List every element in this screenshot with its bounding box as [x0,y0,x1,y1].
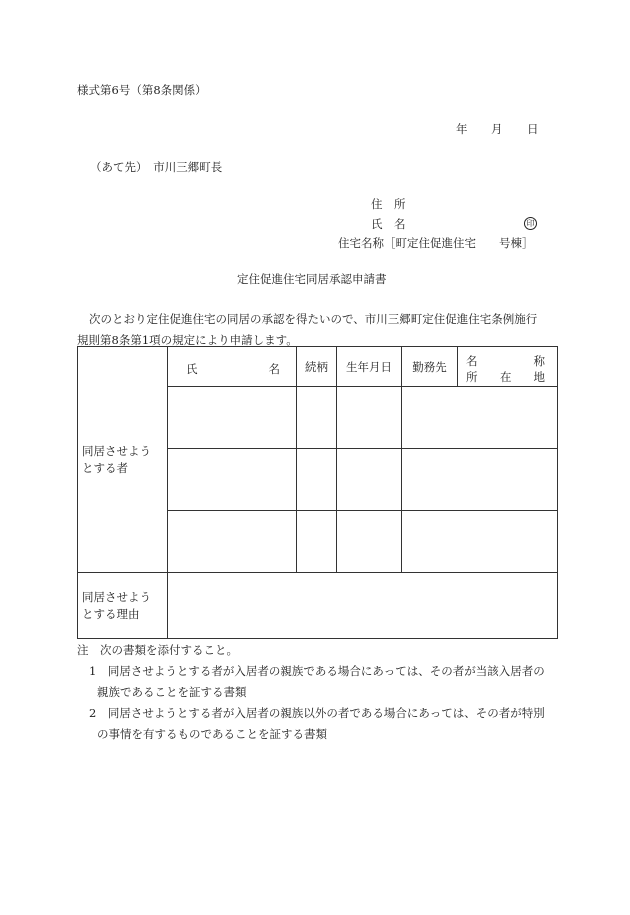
header-name [168,347,297,387]
body-line-1: 次のとおり定住促進住宅の同居の承認を得たいので、市川三郷町定住促進住宅条例施行 [89,312,538,326]
cell-name-2[interactable] [168,449,297,511]
note-item-1-line-1: 1 同居させようとする者が入居者の親族である場合にあっては、その者が当該入居者の [89,664,545,678]
cell-birthdate-1[interactable] [337,387,402,449]
row-label-reason-line-2: とする理由 [82,606,140,621]
header-place-char-4: 在 [500,370,512,384]
note-item-2-line-2: の事情を有するものであることを証する書類 [97,727,327,741]
header-relation: 続柄 [297,347,337,387]
cell-birthdate-3[interactable] [337,511,402,573]
cell-birthdate-2[interactable] [337,449,402,511]
cell-workplace-3[interactable] [402,511,558,573]
date-year-label: 年 [456,122,468,136]
header-workplace: 勤務先 [402,347,458,387]
note-item-1-line-2: 親族であることを証する書類 [97,685,247,699]
note-item-2-line-1: 2 同居させようとする者が入居者の親族以外の者である場合にあっては、その者が特別 [89,706,545,720]
cell-relation-2[interactable] [297,449,337,511]
seal-mark: 印 [524,217,537,230]
header-name-and-location [458,347,558,387]
header-place-char-1: 名 [466,354,478,368]
addressee: （あて先） 市川三郷町長 [90,160,223,174]
body-line-2: 規則第8条第1項の規定により申請します。 [77,333,298,347]
date-month-label: 月 [491,122,503,136]
header-name-part-1: 氏 [186,362,198,376]
date-day-label: 日 [527,122,539,136]
cohabitant-table [77,346,558,639]
row-label-cohabitant-line-1: 同居させよう [82,443,151,458]
housing-name-label: 住宅名称［町定住促進住宅 号棟］ [338,236,534,250]
row-label-cohabitant-line-2: とする者 [82,460,128,475]
row-label-cohabitant [78,347,168,573]
cell-name-1[interactable] [168,387,297,449]
header-place-char-2: 称 [533,354,545,368]
cell-workplace-2[interactable] [402,449,558,511]
cell-name-3[interactable] [168,511,297,573]
cell-relation-3[interactable] [297,511,337,573]
header-place-char-5: 地 [533,370,545,384]
body-text [77,309,557,351]
cell-relation-1[interactable] [297,387,337,449]
header-birthdate: 生年月日 [337,347,402,387]
name-label: 氏 名 [371,217,406,231]
cell-workplace-1[interactable] [402,387,558,449]
header-name-part-2: 名 [268,362,280,376]
notes-heading: 注 次の書類を添付すること。 [77,643,238,657]
header-place-char-3: 所 [466,370,478,384]
form-label: 様式第6号（第8条関係） [77,83,207,97]
document-title: 定住促進住宅同居承認申請書 [237,272,387,286]
notes [77,640,567,745]
cell-reason[interactable] [168,573,558,639]
row-label-reason [78,573,168,639]
address-label: 住 所 [371,197,406,211]
row-label-reason-line-1: 同居させよう [82,589,151,604]
